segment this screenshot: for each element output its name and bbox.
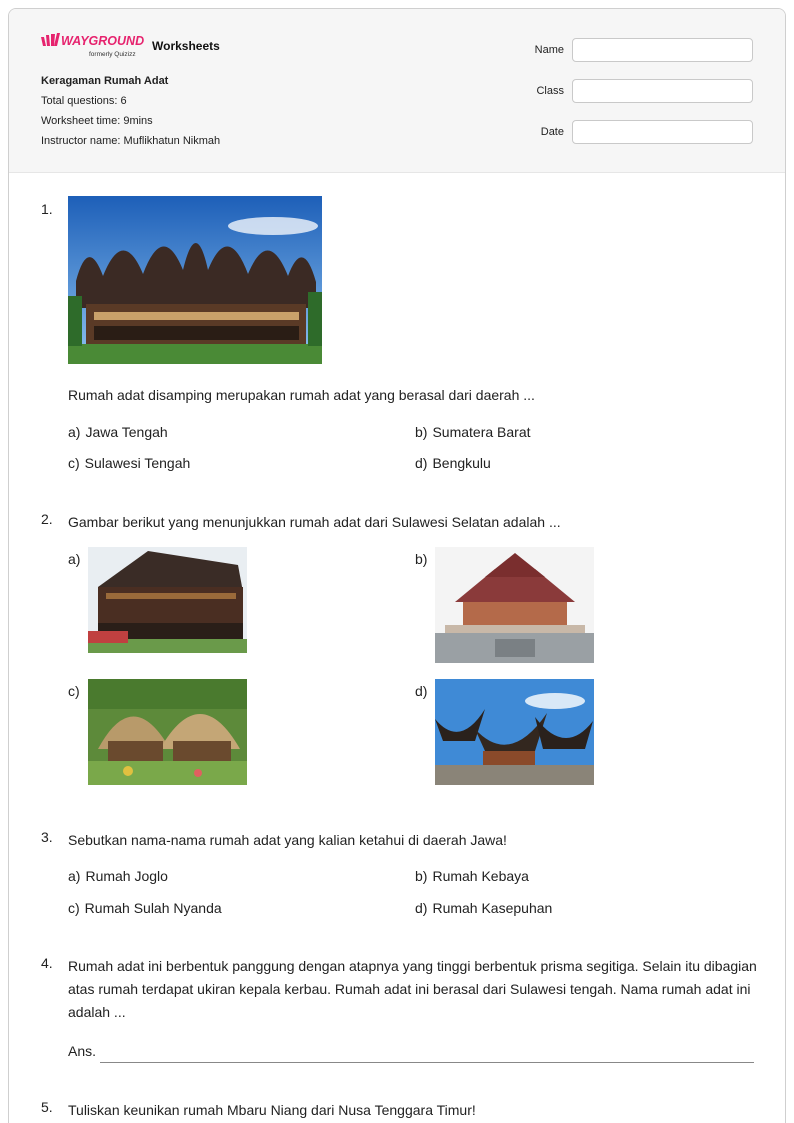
option-key: c) (68, 455, 80, 471)
option-a-key[interactable]: a) (68, 551, 81, 567)
product-name: Worksheets (152, 39, 220, 53)
option-b[interactable] (415, 868, 529, 884)
question-text: Sebutkan nama-nama rumah adat yang kalian ketahui di daerah Jawa! (68, 832, 507, 848)
name-label: Name (534, 43, 564, 56)
option-text: Rumah Sulah Nyanda (84, 900, 222, 916)
option-text: Sulawesi Tengah (84, 455, 191, 471)
answer-line[interactable] (100, 1062, 754, 1063)
option-text: Rumah Kasepuhan (432, 900, 553, 916)
total-questions: Total questions: 6 (41, 95, 127, 107)
instructor-name: Instructor name: Muflikhatun Nikmah (41, 135, 221, 147)
option-d-key[interactable]: d) (415, 683, 428, 699)
wayground-logo-icon (41, 33, 145, 59)
option-key: d) (415, 455, 428, 471)
honai-house-photo (88, 679, 247, 785)
option-d[interactable] (415, 455, 491, 471)
option-b[interactable] (415, 424, 531, 440)
option-d-image[interactable] (435, 679, 594, 785)
option-a[interactable] (68, 868, 168, 884)
joglo-house-photo (435, 547, 594, 663)
option-b-image[interactable] (435, 547, 594, 663)
question-text: Rumah adat ini berbentuk panggung dengan atapnya yang tinggi berbentuk prisma segitiga. Selain itu dibagian atas rumah terdapat ukiran kepala kerbau. Rumah adat ini berasal dari Sulawesi tengah. Nama rumah adat ini adalah ... (68, 958, 757, 1020)
worksheet-title: Keragaman Rumah Adat (41, 75, 169, 87)
question-number: 2. (41, 511, 53, 527)
question-text: Rumah adat disamping merupakan rumah adat yang berasal dari daerah ... (68, 387, 535, 403)
option-key: a) (68, 868, 81, 884)
option-c[interactable] (68, 900, 222, 916)
option-a-image[interactable] (88, 547, 247, 653)
question-text: Tuliskan keunikan rumah Mbaru Niang dari Nusa Tenggara Timur! (68, 1102, 476, 1118)
brand-logo (41, 33, 151, 59)
question-text: Gambar berikut yang menunjukkan rumah adat dari Sulawesi Selatan adalah ... (68, 514, 561, 530)
option-d[interactable] (415, 900, 552, 916)
option-a[interactable] (68, 424, 168, 440)
date-field-row (535, 119, 753, 144)
class-label: Class (536, 84, 564, 97)
option-key: c) (68, 900, 80, 916)
option-c-image[interactable] (88, 679, 247, 785)
option-key: b) (415, 868, 428, 884)
option-text: Rumah Joglo (85, 868, 168, 884)
class-field[interactable] (572, 79, 753, 103)
worksheet-meta (41, 75, 220, 155)
option-c-key[interactable]: c) (68, 683, 80, 699)
option-text: Bengkulu (432, 455, 491, 471)
question-number: 5. (41, 1099, 53, 1115)
date-field[interactable] (572, 120, 753, 144)
question-1-image (68, 196, 322, 364)
brand-wordmark: WAYGROUND (61, 34, 145, 48)
rumah-gadang-photo (68, 196, 322, 364)
name-field-row (535, 37, 753, 62)
option-b-key[interactable]: b) (415, 551, 428, 567)
option-key: d) (415, 900, 428, 916)
worksheet-page (8, 8, 786, 1123)
aceh-house-photo (88, 547, 247, 653)
tongkonan-house-photo (435, 679, 594, 785)
option-key: b) (415, 424, 428, 440)
worksheet-header (9, 9, 785, 173)
option-text: Jawa Tengah (85, 424, 168, 440)
date-label: Date (540, 125, 564, 138)
question-number: 3. (41, 829, 53, 845)
name-field[interactable] (572, 38, 753, 62)
answer-label: Ans. (68, 1043, 97, 1059)
option-c[interactable] (68, 455, 190, 471)
worksheet-time: Worksheet time: 9mins (41, 115, 153, 127)
option-text: Sumatera Barat (432, 424, 531, 440)
question-number: 1. (41, 201, 53, 217)
class-field-row (535, 78, 753, 103)
option-key: a) (68, 424, 81, 440)
question-number: 4. (41, 955, 53, 971)
student-fields (535, 37, 753, 160)
brand-tagline: formerly Quizizz (89, 51, 136, 58)
option-text: Rumah Kebaya (432, 868, 529, 884)
